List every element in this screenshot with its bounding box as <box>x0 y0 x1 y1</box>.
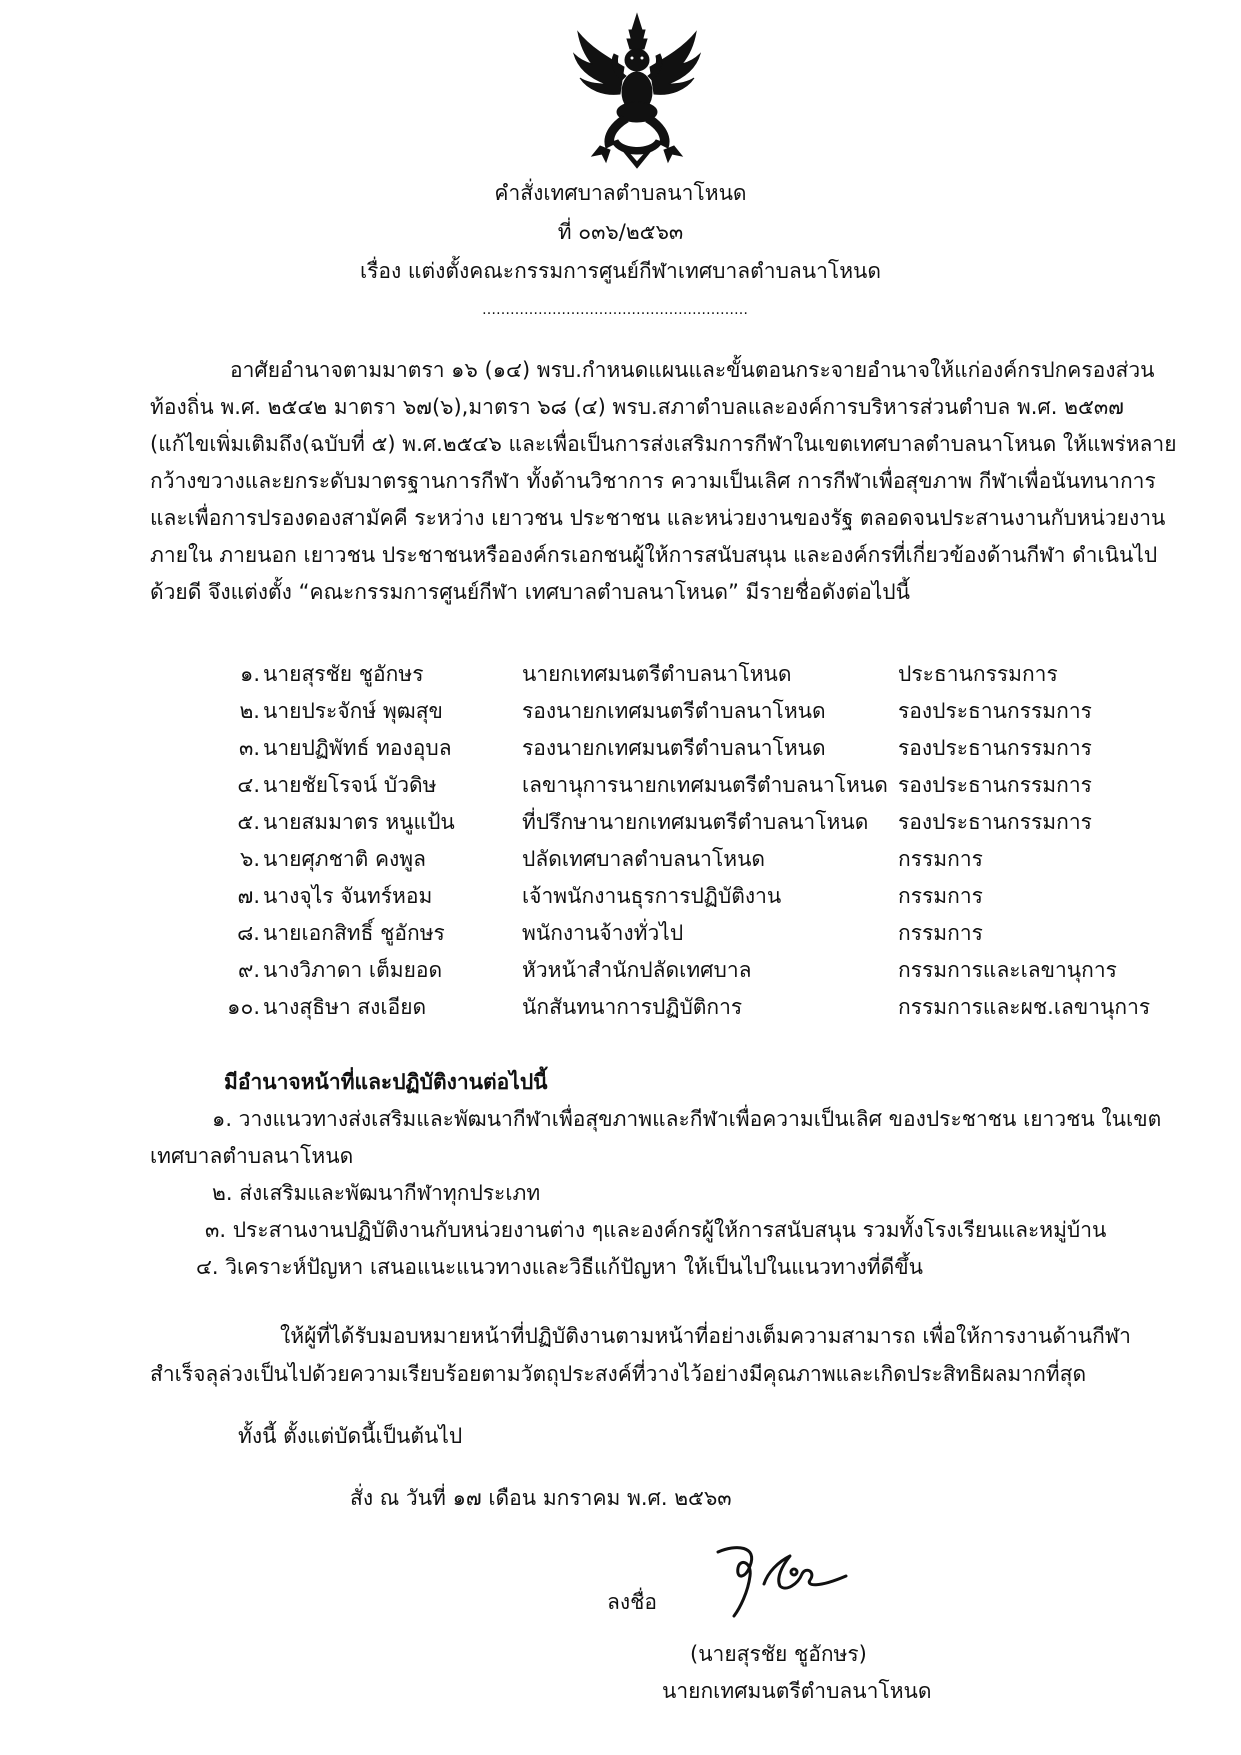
order-title: คำสั่งเทศบาลตำบลนาโหนด <box>494 181 747 205</box>
member-name: นายประจักษ์ พุฒสุข <box>263 699 443 723</box>
member-number: ๑. <box>239 662 260 686</box>
member-number: ๖. <box>239 847 260 871</box>
preamble-line-5: และเพื่อการปรองดองสามัคคี ระหว่าง เยาวชน ประชาชน และหน่วยงานของรัฐ ตลอดจนประสานงานกับหน่วยงาน <box>150 506 1166 530</box>
committee-row <box>0 804 1241 841</box>
duty-item-1-cont: เทศบาลตำบลนาโหนด <box>150 1144 354 1168</box>
duty-item-1: ๑. วางแนวทางส่งเสริมและพัฒนากีฬาเพื่อสุขภาพและกีฬาเพื่อความเป็นเลิศ ของประชาชน เยาวชน ในเขต <box>212 1107 1162 1131</box>
member-name: นางจุไร จันทร์หอม <box>263 884 433 908</box>
committee-row <box>0 730 1241 767</box>
signer-name: (นายสุรชัย ชูอักษร) <box>690 1642 867 1666</box>
member-role: กรรมการ <box>898 921 983 945</box>
member-number: ๙. <box>237 958 260 982</box>
closing-line-2: สำเร็จลุล่วงเป็นไปด้วยความเรียบร้อยตามวัตถุประสงค์ที่วางไว้อย่างมีคุณภาพและเกิดประสิทธิผลมากที่สุด <box>150 1362 1087 1386</box>
member-name: นายศุภชาติ คงพูล <box>263 847 426 871</box>
member-number: ๔. <box>237 773 260 797</box>
preamble-line-4: กว้างขวางและยกระดับมาตรฐานการกีฬา ทั้งด้านวิชาการ ความเป็นเลิศ การกีฬาเพื่อสุขภาพ กีฬาเพื่อนันทนาการ <box>150 469 1156 493</box>
preamble-line-3: (แก้ไขเพิ่มเติมถึง(ฉบับที่ ๕) พ.ศ.๒๕๔๖ และเพื่อเป็นการส่งเสริมการกีฬาในเขตเทศบาลตำบลนาโหนด ให้แพร่หลาย <box>150 432 1177 456</box>
order-number: ที่ ๐๓๖/๒๕๖๓ <box>557 220 684 244</box>
committee-row <box>0 915 1241 952</box>
member-position: หัวหน้าสำนักปลัดเทศบาล <box>522 958 752 982</box>
member-position: รองนายกเทศมนตรีตำบลนาโหนด <box>522 736 826 760</box>
member-name: นายปฏิพัทธ์ ทองอุบล <box>263 736 452 760</box>
member-number: ๕. <box>237 810 260 834</box>
member-position: พนักงานจ้างทั่วไป <box>522 921 684 945</box>
garuda-emblem-icon <box>572 12 702 170</box>
committee-row <box>0 767 1241 804</box>
member-position: ปลัดเทศบาลตำบลนาโหนด <box>522 847 766 871</box>
member-name: นายสุรชัย ชูอักษร <box>263 662 424 686</box>
handwritten-signature <box>706 1532 856 1620</box>
member-role: รองประธานกรรมการ <box>898 736 1092 760</box>
committee-row <box>0 656 1241 693</box>
duty-item-3: ๓. ประสานงานปฏิบัติงานกับหน่วยงานต่าง ๆและองค์กรผู้ให้การสนับสนุน รวมทั้งโรงเรียนและหมู่บ้าน <box>205 1218 1107 1242</box>
member-number: ๗. <box>237 884 260 908</box>
duty-item-4: ๔. วิเคราะห์ปัญหา เสนอแนะแนวทางและวิธีแก้ปัญหา ให้เป็นไปในแนวทางที่ดีขึ้น <box>196 1255 923 1279</box>
signer-title: นายกเทศมนตรีตำบลนาโหนด <box>662 1679 932 1703</box>
member-role: กรรมการ <box>898 884 983 908</box>
order-date: สั่ง ณ วันที่ ๑๗ เดือน มกราคม พ.ศ. ๒๕๖๓ <box>350 1486 732 1510</box>
committee-row <box>0 952 1241 989</box>
member-role: รองประธานกรรมการ <box>898 810 1092 834</box>
sign-label: ลงชื่อ <box>607 1590 657 1614</box>
preamble-line-1: อาศัยอำนาจตามมาตรา ๑๖ (๑๔) พรบ.กำหนดแผนและขั้นตอนกระจายอำนาจให้แก่องค์กรปกครองส่วน <box>230 358 1155 382</box>
member-role: กรรมการและเลขานุการ <box>898 958 1117 982</box>
member-number: ๒. <box>239 699 260 723</box>
member-position: ที่ปรึกษานายกเทศมนตรีตำบลนาโหนด <box>522 810 869 834</box>
member-number: ๓. <box>238 736 260 760</box>
duty-item-2: ๒. ส่งเสริมและพัฒนากีฬาทุกประเภท <box>212 1181 541 1205</box>
member-name: นายชัยโรจน์ บัวดิษ <box>263 773 437 797</box>
member-position: รองนายกเทศมนตรีตำบลนาโหนด <box>522 699 826 723</box>
member-name: นายเอกสิทธิ์ ชูอักษร <box>263 921 445 945</box>
closing-line-1: ให้ผู้ที่ได้รับมอบหมายหน้าที่ปฏิบัติงานตามหน้าที่อย่างเต็มความสามารถ เพื่อให้การงานด้านกีฬา <box>280 1324 1131 1348</box>
member-number: ๘. <box>237 921 260 945</box>
member-position: เลขานุการนายกเทศมนตรีตำบลนาโหนด <box>522 773 888 797</box>
member-position: เจ้าพนักงานธุรการปฏิบัติงาน <box>522 884 782 908</box>
order-subject: เรื่อง แต่งตั้งคณะกรรมการศูนย์กีฬาเทศบาลตำบลนาโหนด <box>359 259 882 283</box>
committee-row <box>0 989 1241 1026</box>
member-role: รองประธานกรรมการ <box>898 773 1092 797</box>
preamble-line-7: ด้วยดี จึงแต่งตั้ง “คณะกรรมการศูนย์กีฬา เทศบาลตำบลนาโหนด” มีรายชื่อดังต่อไปนี้ <box>150 580 910 604</box>
member-role: รองประธานกรรมการ <box>898 699 1092 723</box>
member-name: นายสมมาตร หนูแป้น <box>263 810 455 834</box>
header-divider: ………………………………………………… <box>482 302 748 318</box>
member-position: นายกเทศมนตรีตำบลนาโหนด <box>522 662 792 686</box>
member-role: กรรมการ <box>898 847 983 871</box>
member-name: นางวิภาดา เต็มยอด <box>263 958 443 982</box>
member-role: ประธานกรรมการ <box>898 662 1058 686</box>
effective-statement: ทั้งนี้ ตั้งแต่บัดนี้เป็นต้นไป <box>238 1424 463 1448</box>
preamble-line-2: ท้องถิ่น พ.ศ. ๒๕๔๒ มาตรา ๖๗(๖),มาตรา ๖๘ (๔) พรบ.สภาตำบลและองค์การบริหารส่วนตำบล พ.ศ. ๒๕๓๗ <box>150 395 1124 419</box>
committee-row <box>0 693 1241 730</box>
member-role: กรรมการและผช.เลขานุการ <box>898 995 1151 1019</box>
preamble-line-6: ภายใน ภายนอก เยาวชน ประชาชนหรือองค์กรเอกชนผู้ให้การสนับสนุน และองค์กรที่เกี่ยวข้องด้านกีฬา ดำเนินไป <box>150 543 1158 567</box>
committee-row <box>0 841 1241 878</box>
committee-row <box>0 878 1241 915</box>
duties-heading: มีอำนาจหน้าที่และปฏิบัติงานต่อไปนี้ <box>224 1070 548 1094</box>
member-number: ๑๐. <box>227 995 260 1019</box>
member-position: นักสันทนาการปฏิบัติการ <box>522 995 743 1019</box>
member-name: นางสุธิษา สงเอียด <box>263 995 427 1019</box>
